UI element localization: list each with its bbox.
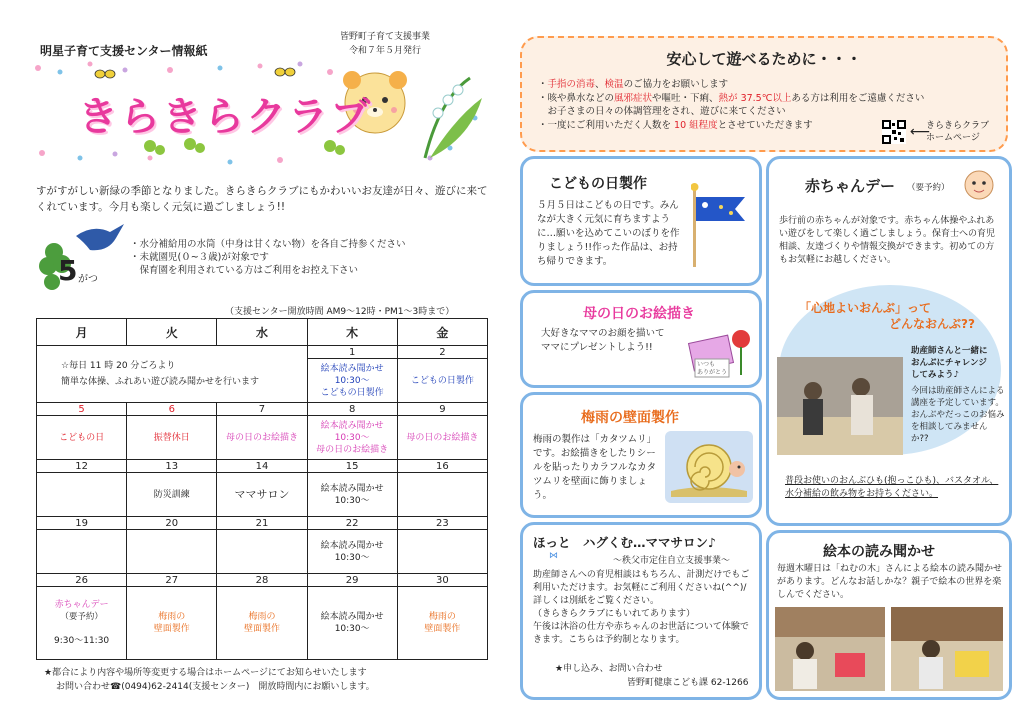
event-cell: 絵本読み聞かせ 10:30～ xyxy=(307,587,397,660)
mama-salon-box xyxy=(520,522,762,700)
onbu-photo xyxy=(777,357,903,455)
mothers-day-text: 大好きなママのお顔を描いて ママにプレゼントしよう!! xyxy=(541,328,665,353)
date-cell: 15 xyxy=(307,460,397,473)
safety-list xyxy=(538,78,924,132)
monthly-calendar xyxy=(36,318,488,660)
event-cell xyxy=(37,530,127,574)
event-cell: 絵本読み聞かせ 10:30～ xyxy=(307,530,397,574)
weekday-fri: 金 xyxy=(397,319,487,346)
publisher-info xyxy=(340,30,430,58)
calendar-date-row xyxy=(37,574,488,587)
homepage-label: きらきらクラブ ホームページ xyxy=(926,121,990,143)
reservation-note: （要予約） xyxy=(907,183,950,193)
event-cell: 絵本読み聞かせ 10:30～ 母の日のお絵描き xyxy=(307,416,397,460)
kodomo-box xyxy=(520,156,762,286)
butterfly-icon xyxy=(275,68,295,76)
event-cell: 母の日のお絵描き xyxy=(397,416,487,460)
butterfly-icon xyxy=(95,70,115,78)
arrow-left-icon: ⟵ xyxy=(910,124,931,140)
date-cell: 27 xyxy=(127,574,217,587)
calendar-date-row xyxy=(37,460,488,473)
snail-icon xyxy=(665,431,753,503)
date-cell: 13 xyxy=(127,460,217,473)
date-cell: 14 xyxy=(217,460,307,473)
story-time-title: 絵本の読み聞かせ xyxy=(823,544,935,560)
calendar-date-row xyxy=(37,403,488,416)
note-item: ・未就園児(０~３歳)が対象です xyxy=(130,252,269,263)
kodomo-text: ５月５日はこどもの日です。みんなが大きく元気に育ちますように…願いを込めてこいのぼりを作りましょう!!作った作品は、お持ち帰りできます。 xyxy=(537,200,680,267)
onbu-challenge-text: 助産師さんと一緒に おんぶにチャレンジ してみよう♪ xyxy=(911,346,988,380)
date-cell: 21 xyxy=(217,517,307,530)
kodomo-title: こどもの日製作 xyxy=(549,176,647,192)
month-number: 5 xyxy=(58,254,78,287)
rainy-season-text: 梅雨の製作は「カタツムリ」です。お絵描きをしたりシールを貼ったりカラフルなカタツムリを壁面に飾りましょう。 xyxy=(533,434,657,501)
calendar-date-row xyxy=(37,517,488,530)
date-cell: 12 xyxy=(37,460,127,473)
event-cell xyxy=(397,530,487,574)
footnote-line: ★都合により内容や場所等変更する場合はホームページにてお知らせいたします xyxy=(44,668,367,678)
newsletter-title: きらきらクラブ xyxy=(78,94,372,140)
event-cell: 母の日のお絵描き xyxy=(217,416,307,460)
story-time-text: 毎週木曜日は「ねむの木」さんによる絵本の読み聞かせがあります。どんなお話しかな？親子で絵本の世界を楽しんでください。 xyxy=(777,564,1003,600)
month-suffix: がつ xyxy=(78,274,98,285)
weekday-thu: 木 xyxy=(307,319,397,346)
event-cell: 絵本読み聞かせ 10:30～ こどもの日製作 xyxy=(307,359,397,403)
calendar-event-row xyxy=(37,473,488,517)
date-cell: 1 xyxy=(307,346,397,359)
story-time-photo-1 xyxy=(775,607,885,691)
calendar-event-row xyxy=(37,587,488,660)
contact-line: お問い合わせ☎(0494)62-2414(支援センター) 開放時間内にお願いします。 xyxy=(56,682,375,692)
onbu-description: 今回は助産師さんによる講座を予定しています。おんぶやだっこのお悩みを相談してみませんか?? xyxy=(911,386,1005,444)
event-cell: ママサロン xyxy=(217,473,307,517)
safety-item: お子さまの日々の体調管理をされ、遊びに来てください xyxy=(538,106,786,117)
butterfly-icon: ⋈ xyxy=(549,551,558,561)
onbu-headline-1: 「心地よいおんぶ」って xyxy=(799,301,932,315)
date-cell: 6 xyxy=(127,403,217,416)
date-cell: 5 xyxy=(37,403,127,416)
date-cell: 23 xyxy=(397,517,487,530)
baby-day-time: 9:30～11:30 xyxy=(54,636,110,646)
qr-code-icon[interactable] xyxy=(882,120,906,144)
baby-icon xyxy=(959,167,999,203)
open-hours: （支援センター開放時間 AM9～12時・PM1～3時まで） xyxy=(225,307,455,317)
daily-activity-note: ☆毎日 11 時 20 分ごろより 簡単な体操、ふれあい遊び読み聞かせを行います xyxy=(37,346,308,403)
contact-info: 皆野町健康こども課 62-1266 xyxy=(627,678,749,688)
event-cell: 梅雨の 壁面製作 xyxy=(127,587,217,660)
rainy-season-title: 梅雨の壁面製作 xyxy=(581,410,679,426)
lily-of-the-valley-icon xyxy=(425,78,482,158)
intro-text: すがすがしい新緑の季節となりました。きらきらクラブにもかわいいお友達が日々、遊びに来てくれています。今月も楽しく元気に過ごしましょう!! xyxy=(36,185,488,213)
event-cell: 梅雨の 壁面製作 xyxy=(217,587,307,660)
swallow-icon xyxy=(76,224,124,250)
weekday-tue: 火 xyxy=(127,319,217,346)
safety-item: ・手指の消毒、検温のご協力をお願いします xyxy=(538,79,729,90)
story-time-photo-2 xyxy=(891,607,1003,691)
event-cell xyxy=(127,530,217,574)
mothers-day-title: 母の日のお絵描き xyxy=(583,306,695,322)
calendar-event-row xyxy=(37,530,488,574)
mothers-day-box xyxy=(520,290,762,388)
note-item: ・水分補給用の水筒（中身は甘くない物）を各自ご持参ください xyxy=(130,239,406,250)
event-cell: 梅雨の 壁面製作 xyxy=(397,587,487,660)
event-cell: 振替休日 xyxy=(127,416,217,460)
contact-label: ★申し込み、お問い合わせ xyxy=(555,664,663,674)
calendar-date-row xyxy=(37,346,488,359)
baby-day-title: 赤ちゃんデー xyxy=(805,177,896,195)
date-cell: 19 xyxy=(37,517,127,530)
event-cell xyxy=(37,473,127,517)
newsletter-org: 明星子育て支援センター情報紙 xyxy=(40,44,208,58)
date-cell: 2 xyxy=(397,346,487,359)
weekday-mon: 月 xyxy=(37,319,127,346)
event-cell xyxy=(397,473,487,517)
onbu-headline-2: どんなおんぶ?? xyxy=(889,317,975,331)
event-cell xyxy=(217,530,307,574)
date-cell: 28 xyxy=(217,574,307,587)
bring-items-text: 普段お使いのおんぶひも(抱っこひも)、バスタオル、水分補給の飲み物をお持ちください。 xyxy=(785,476,999,499)
thanks-card-text: いつも ありがとう xyxy=(697,361,728,376)
weekday-wed: 水 xyxy=(217,319,307,346)
publisher-line-2: 令和７年５月発行 xyxy=(349,46,422,56)
date-cell: 30 xyxy=(397,574,487,587)
publisher-line-1: 皆野町子育て支援事業 xyxy=(340,32,431,42)
event-cell: 防災訓練 xyxy=(127,473,217,517)
date-cell: 16 xyxy=(397,460,487,473)
rainy-season-box xyxy=(520,392,762,518)
mama-salon-title: ほっと ハグくむ…ママサロン♪ xyxy=(533,535,716,550)
date-cell: 7 xyxy=(217,403,307,416)
koinobori-icon xyxy=(691,183,747,269)
event-cell: こどもの日 xyxy=(37,416,127,460)
date-cell: 8 xyxy=(307,403,397,416)
date-cell: 9 xyxy=(397,403,487,416)
baby-day-box xyxy=(766,156,1012,526)
safety-notice xyxy=(520,36,1008,152)
notes-list xyxy=(130,238,406,277)
date-cell: 26 xyxy=(37,574,127,587)
safety-item: ・一度にご利用いただく人数を 10 組程度とさせていただきます xyxy=(538,119,813,131)
date-cell: 20 xyxy=(127,517,217,530)
baby-day-text: 歩行前の赤ちゃんが対象です。赤ちゃん体操やふれあい遊びをして楽しく過ごしましょう。保育士への育児相談、友達づくりや情報交換ができます。初めての方もお気軽にお越しください。 xyxy=(779,216,996,265)
calendar-event-row xyxy=(37,416,488,460)
event-cell-baby-day xyxy=(37,587,127,660)
baby-day-note: （要予約） xyxy=(60,612,103,622)
safety-item: ・咳や鼻水などの風邪症状や嘔吐・下痢、熱が 37.5℃以上ある方は利用をご遠慮ください xyxy=(538,92,925,104)
event-cell: 絵本読み聞かせ 10:30～ xyxy=(307,473,397,517)
safety-title: 安心して遊べるために・・・ xyxy=(666,50,862,68)
event-cell: こどもの日製作 xyxy=(397,359,487,403)
date-cell: 22 xyxy=(307,517,397,530)
note-item: 保育園を利用されている方はご利用をお控え下さい xyxy=(130,265,359,276)
calendar-header-row xyxy=(37,319,488,346)
story-time-box xyxy=(766,530,1012,700)
footnote xyxy=(44,666,375,694)
mama-salon-text: 助産師さんへの育児相談はもちろん、計測だけでもご利用いただけます。お気軽にご利用くださいね(^^)/詳しくは別紙をご覧ください。 （きらきらクラブにもいれてあります） 午後は沐浴の仕方や赤ちゃんのお世話について体験できます。こちらは予約制となります。 xyxy=(533,570,750,645)
baby-day-label: 赤ちゃんデー xyxy=(54,600,109,610)
mama-salon-subtitle: ～秩父市定住自立支援事業～ xyxy=(613,556,731,566)
date-cell: 29 xyxy=(307,574,397,587)
